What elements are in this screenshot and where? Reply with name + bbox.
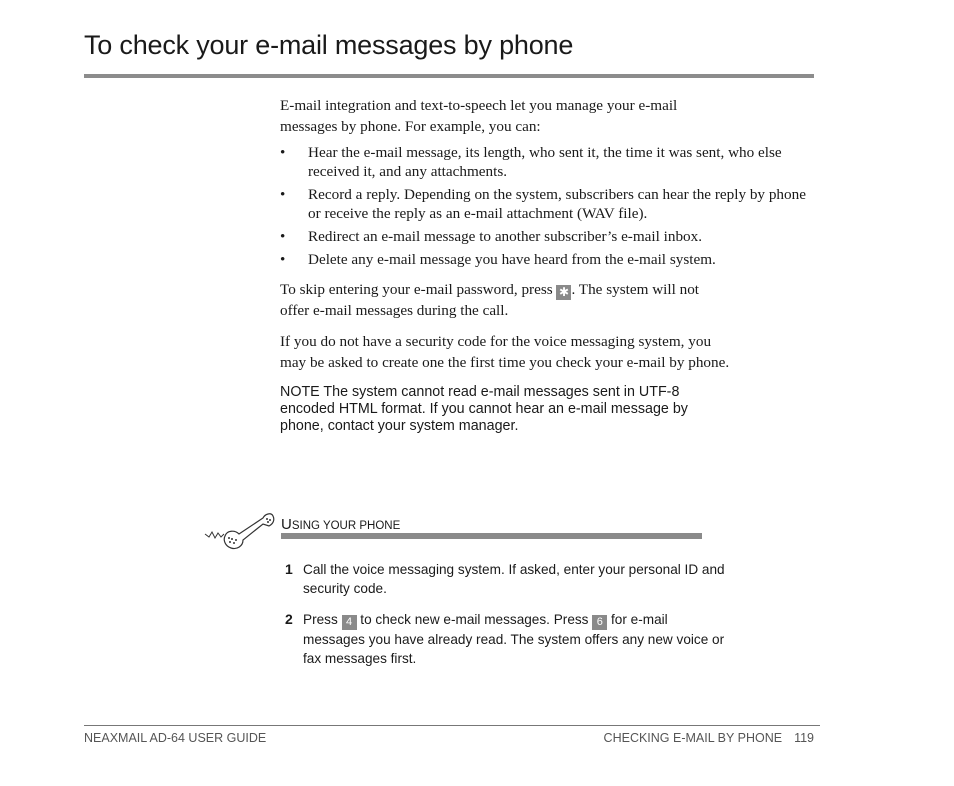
- feature-list: [280, 143, 820, 269]
- step-item: 2 Press 4 to check new e-mail messages. Press 6 for e-mail messages you have already read. The system offers any new voice or fax messages first.: [285, 611, 725, 666]
- step-item: 1 Call the voice messaging system. If asked, enter your personal ID and security code.: [285, 561, 725, 596]
- body-text: [280, 95, 820, 435]
- intro-paragraph: E-mail integration and text-to-speech let you manage your e-mail messages by phone. For example, you can:: [280, 97, 678, 135]
- list-item: • Redirect an e-mail message to another subscriber’s e-mail inbox.: [280, 228, 703, 245]
- list-item: • Hear the e-mail message, its length, who sent it, the time it was sent, who else received it, and any attachments.: [280, 144, 782, 180]
- footer-rule: [84, 725, 820, 726]
- section-rule: [281, 533, 702, 539]
- security-code-paragraph: If you do not have a security code for the voice messaging system, you may be asked to create one the first time you check your e-mail by phone.: [280, 333, 730, 371]
- star-key-icon: ✱: [556, 285, 571, 300]
- telephone-handset-icon: [203, 510, 277, 550]
- footer-guide-title: NEAXMAIL AD-64 USER GUIDE: [84, 731, 267, 745]
- section-heading: USING YOUR PHONE: [281, 516, 401, 533]
- key-4-icon: 4: [342, 615, 357, 630]
- footer-chapter: [604, 731, 814, 745]
- key-6-icon: 6: [592, 615, 607, 630]
- note-paragraph: NOTE The system cannot read e-mail messages sent in UTF-8 encoded HTML format. If you cannot hear an e-mail message by phone, contact your system manager.: [280, 384, 688, 434]
- list-item: • Record a reply. Depending on the system, subscribers can hear the reply by phone or receive the reply as an e-mail attachment (WAV file).: [280, 186, 806, 222]
- title-rule: [84, 74, 814, 78]
- page-title: To check your e-mail messages by phone: [84, 30, 574, 60]
- step-number: 2: [285, 611, 293, 627]
- list-item: • Delete any e-mail message you have heard from the e-mail system.: [280, 251, 716, 268]
- step-number: 1: [285, 561, 293, 577]
- steps-list: [285, 560, 725, 680]
- skip-password-paragraph: To skip entering your e-mail password, press ✱ . The system will not offer e-mail messages during the call.: [280, 281, 700, 319]
- page-number: 119: [794, 731, 814, 745]
- footer-section-name: CHECKING E-MAIL BY PHONE: [603, 731, 783, 745]
